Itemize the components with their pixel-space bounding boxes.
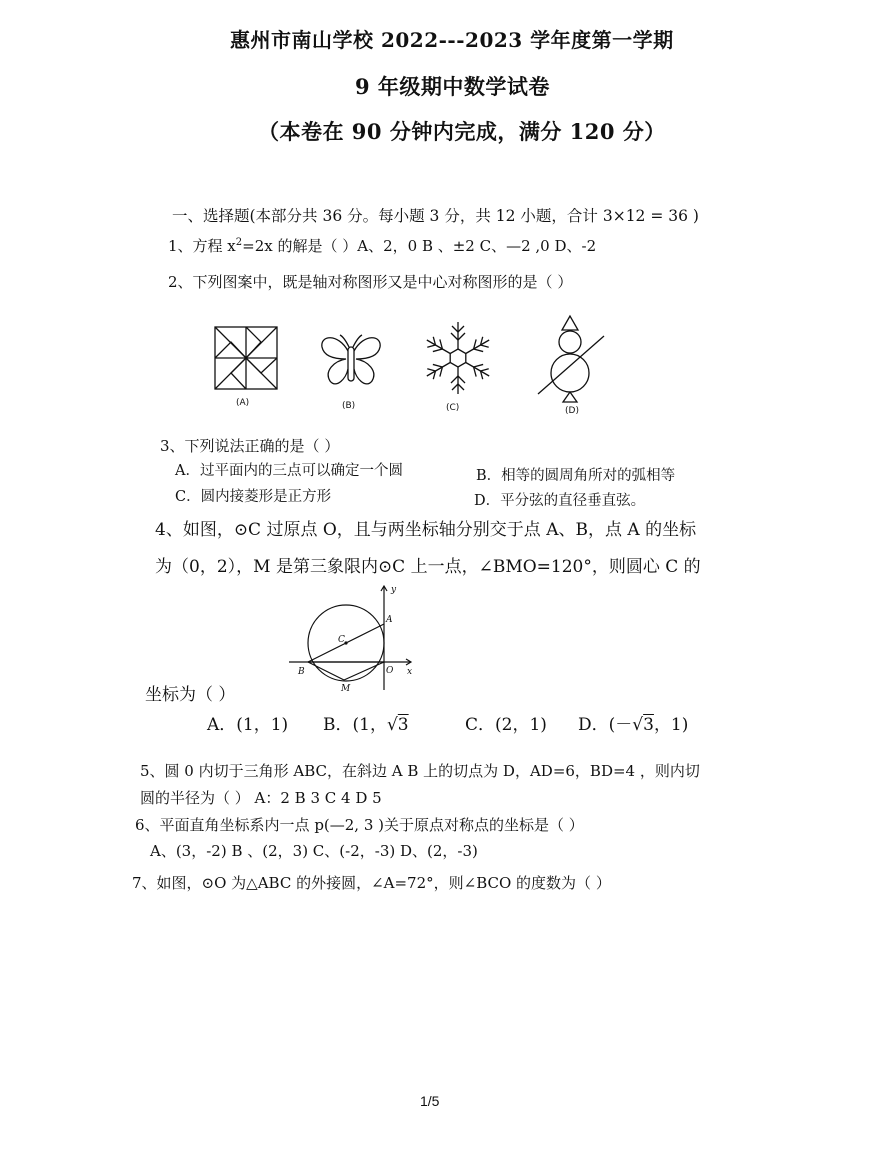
- question-5-line-2: 圆的半径为（ ） A：2 B 3 C 4 D 5: [140, 789, 382, 807]
- page-number: 1/5: [420, 1093, 440, 1109]
- question-4-option-b: [323, 710, 409, 735]
- figure-2a-caption: (A): [236, 398, 250, 408]
- question-3-option-b: B．相等的圆周角所对的弧相等: [476, 468, 676, 484]
- figure-4-circle-axes: [285, 582, 415, 694]
- question-5-line-1: 5、圆 0 内切于三角形 ABC，在斜边 A B 上的切点为 D，AD=6，BD=4 ，则内切: [140, 762, 700, 780]
- question-4-option-b-radicand: 3: [397, 715, 409, 735]
- section-1-title: 一、选择题(本部分共 36 分。每小题 3 分，共 12 小题，合计 3×12 = 36 ): [172, 207, 699, 225]
- axis-label-y: y: [391, 585, 397, 595]
- question-3-option-d: D．平分弦的直径垂直弦。: [474, 493, 646, 509]
- point-label-c: C: [338, 635, 345, 645]
- figure-2d-snowman: [530, 314, 610, 406]
- figure-2b-butterfly: [318, 333, 384, 393]
- question-4-line-2: 为（0，2），M 是第三象限内⊙C 上一点，∠BMO=120°，则圆心 C 的: [155, 557, 701, 577]
- figure-2c-snowflake: [420, 320, 496, 396]
- question-1: [168, 235, 596, 256]
- question-3-option-a: A．过平面内的三点可以确定一个圆: [175, 463, 403, 479]
- question-7-stem: 7、如图，⊙O 为△ABC 的外接圆，∠A=72°，则∠BCO 的度数为（ ）: [132, 874, 611, 892]
- figure-2a-pinwheel: [213, 325, 279, 391]
- question-4-option-c: C．(2，1): [465, 715, 547, 735]
- question-1-exponent: 2: [235, 237, 243, 248]
- question-1-stem-b: =2x 的解是（ ）A、2，0 B 、±2 C、—2 ,0 D、-2: [242, 237, 597, 255]
- sqrt-sign-b: √: [386, 715, 398, 735]
- axis-label-x: x: [407, 667, 413, 677]
- figure-2c-caption: (C): [446, 403, 460, 413]
- question-3-stem: 3、下列说法正确的是（ ）: [160, 437, 340, 455]
- exam-school-title: 惠州市南山学校 2022---2023 学年度第一学期: [230, 28, 674, 52]
- point-label-a: A: [386, 615, 393, 625]
- question-3-option-c: C．圆内接菱形是正方形: [175, 489, 332, 505]
- figure-2b-caption: (B): [342, 401, 356, 411]
- question-2-stem: 2、下列图案中，既是轴对称图形又是中心对称图形的是（ ）: [168, 273, 573, 291]
- question-1-stem-a: 1、方程 x: [168, 237, 236, 255]
- question-4-option-d-radicand: 3: [643, 715, 654, 735]
- sqrt-sign-d: √: [632, 715, 644, 735]
- point-label-o: O: [386, 666, 394, 676]
- figure-2d-caption: (D): [565, 406, 579, 416]
- question-6-stem: 6、平面直角坐标系内一点 p(—2, 3 )关于原点对称点的坐标是（ ）: [135, 816, 584, 834]
- question-4-option-d: [578, 710, 688, 735]
- question-4-option-d-suffix: ，1): [653, 715, 689, 735]
- question-4-option-a: A．(1，1): [207, 715, 289, 735]
- question-4-line-1: 4、如图，⊙C 过原点 O，且与两坐标轴分别交于点 A、B，点 A 的坐标: [155, 520, 697, 540]
- exam-grade-title: 9 年级期中数学试卷: [355, 74, 550, 99]
- question-4-option-d-prefix: D．(－: [578, 715, 633, 735]
- point-label-m: M: [341, 684, 351, 694]
- question-4-option-b-prefix: B．(1，: [323, 715, 387, 735]
- exam-time-note: （本卷在 90 分钟内完成，满分 120 分）: [258, 119, 666, 144]
- question-4-line-3: 坐标为（ ）: [145, 685, 236, 705]
- point-label-b: B: [298, 667, 305, 677]
- question-6-options: A、(3，-2) B 、(2，3) C、(-2，-3) D、(2，-3): [150, 842, 478, 860]
